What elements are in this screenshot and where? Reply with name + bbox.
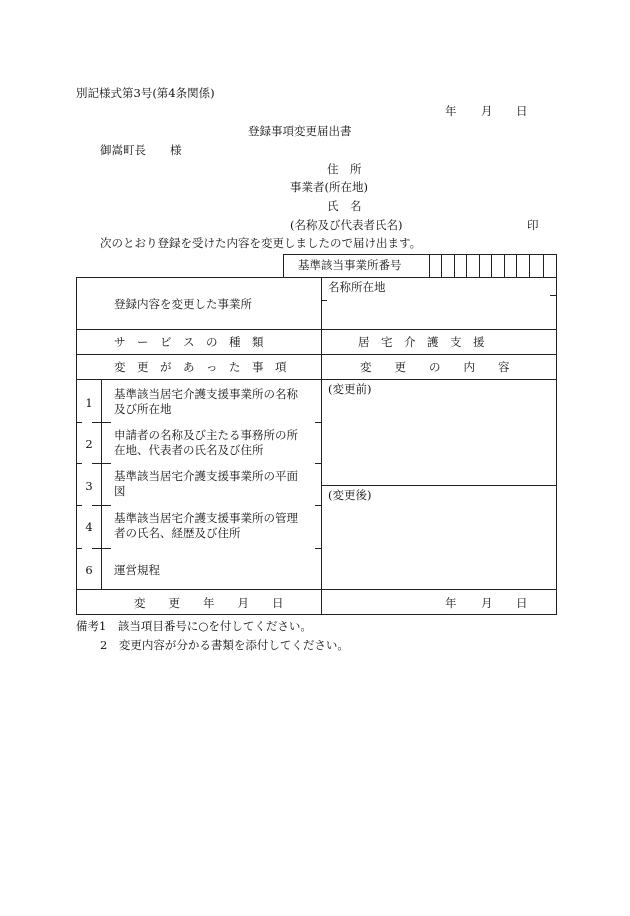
item-separator-tick (76, 505, 82, 506)
service-type-value: 居 宅 介 護 支 援 (358, 335, 485, 349)
address-label: 住 所 (327, 162, 362, 176)
item-text-line2: 及び所在地 (114, 402, 172, 416)
change-date-year: 年 (445, 596, 457, 610)
office-number-box-divider (466, 254, 467, 278)
item-separator-tick (101, 548, 111, 549)
change-date-month: 月 (481, 596, 493, 610)
office-number-box-divider (516, 254, 517, 278)
item-text-line2: 在地、代表者の氏名及び住所 (114, 443, 264, 457)
office-number-label: 基準該当事業所番号 (298, 258, 402, 272)
after-label: (変更後) (328, 488, 372, 502)
item-separator-tick (315, 505, 321, 506)
location-label: 名称所在地 (328, 280, 386, 294)
office-number-box-divider (543, 254, 544, 278)
changed-content-header: 変 更 の 内 容 (360, 360, 510, 374)
office-number-box-divider (491, 254, 492, 278)
row-divider-service (76, 354, 557, 355)
office-number-box-divider (441, 254, 442, 278)
form-reference: 別記様式第3号(第4条関係) (76, 86, 215, 100)
row-divider-office (76, 329, 557, 330)
item-text-line1: 運営規程 (114, 563, 160, 577)
change-date-label: 変 更 年 月 日 (134, 596, 284, 610)
office-changed-label: 登録内容を変更した事業所 (114, 297, 252, 311)
item-separator-tick (101, 505, 111, 506)
item-text-line2: 図 (114, 484, 126, 498)
location-field[interactable] (322, 300, 556, 329)
document-title: 登録事項変更届出書 (248, 124, 352, 138)
item-separator-tick (315, 422, 321, 423)
office-number-box-divider (429, 254, 430, 278)
change-date-day: 日 (516, 596, 528, 610)
item-number[interactable]: 2 (85, 437, 93, 451)
date-day-label: 日 (516, 104, 528, 118)
item-separator-tick (101, 463, 111, 464)
table-right-border (556, 254, 557, 614)
addressee: 御嵩町長 (100, 143, 146, 157)
honorific: 様 (170, 143, 182, 157)
name-label: 氏 名 (327, 199, 362, 213)
office-number-box-divider (479, 254, 480, 278)
seal-mark: 印 (527, 218, 539, 232)
date-month-label: 月 (481, 104, 493, 118)
before-label: (変更前) (328, 382, 372, 396)
row-divider-headers (76, 379, 557, 380)
item-separator-tick (76, 548, 82, 549)
row-divider-date (76, 589, 557, 590)
date-year-label: 年 (445, 104, 457, 118)
office-number-left-border (283, 254, 284, 278)
item-number[interactable]: 3 (85, 479, 93, 493)
office-number-box-divider (504, 254, 505, 278)
item-separator-tick (315, 548, 321, 549)
item-text-line1: 基準該当居宅介護支援事業所の管理 (114, 511, 298, 525)
item-separator-tick (315, 463, 321, 464)
item-number[interactable]: 4 (85, 520, 93, 534)
after-content-field[interactable] (322, 503, 556, 587)
location-tick-top (550, 295, 556, 296)
item-number[interactable]: 6 (85, 563, 93, 577)
item-separator-tick (76, 463, 82, 464)
item-separator-tick (76, 422, 82, 423)
table-top-border (76, 277, 557, 278)
item-text-line1: 基準該当居宅介護支援事業所の名称 (114, 387, 298, 401)
item-text-line1: 申請者の名称及び主たる事務所の所 (114, 428, 298, 442)
note-1: 備考1 該当項目番号に○を付してください。 (76, 619, 312, 633)
office-number-box-divider (454, 254, 455, 278)
name-note: (名称及び代表者氏名) (290, 218, 403, 232)
before-content-field[interactable] (322, 397, 556, 483)
office-number-box-divider (529, 254, 530, 278)
item-text-line2: 者の氏名、経歴及び住所 (114, 526, 241, 540)
item-text-line1: 基準該当居宅介護支援事業所の平面 (114, 469, 298, 483)
row-divider-before-after (321, 485, 557, 486)
service-type-label: サ ー ビ ス の 種 類 (114, 335, 264, 349)
changed-item-header: 変 更 が あ っ た 事 項 (114, 360, 287, 374)
intro-text: 次のとおり登録を受けた内容を変更しましたので届け出ます。 (100, 236, 422, 250)
business-label: 事業者(所在地) (290, 180, 368, 194)
item-separator-tick (101, 422, 111, 423)
note-2: 2 変更内容が分かる書類を添付してください。 (100, 638, 349, 652)
item-number[interactable]: 1 (85, 396, 93, 410)
table-bottom-border (76, 614, 557, 615)
